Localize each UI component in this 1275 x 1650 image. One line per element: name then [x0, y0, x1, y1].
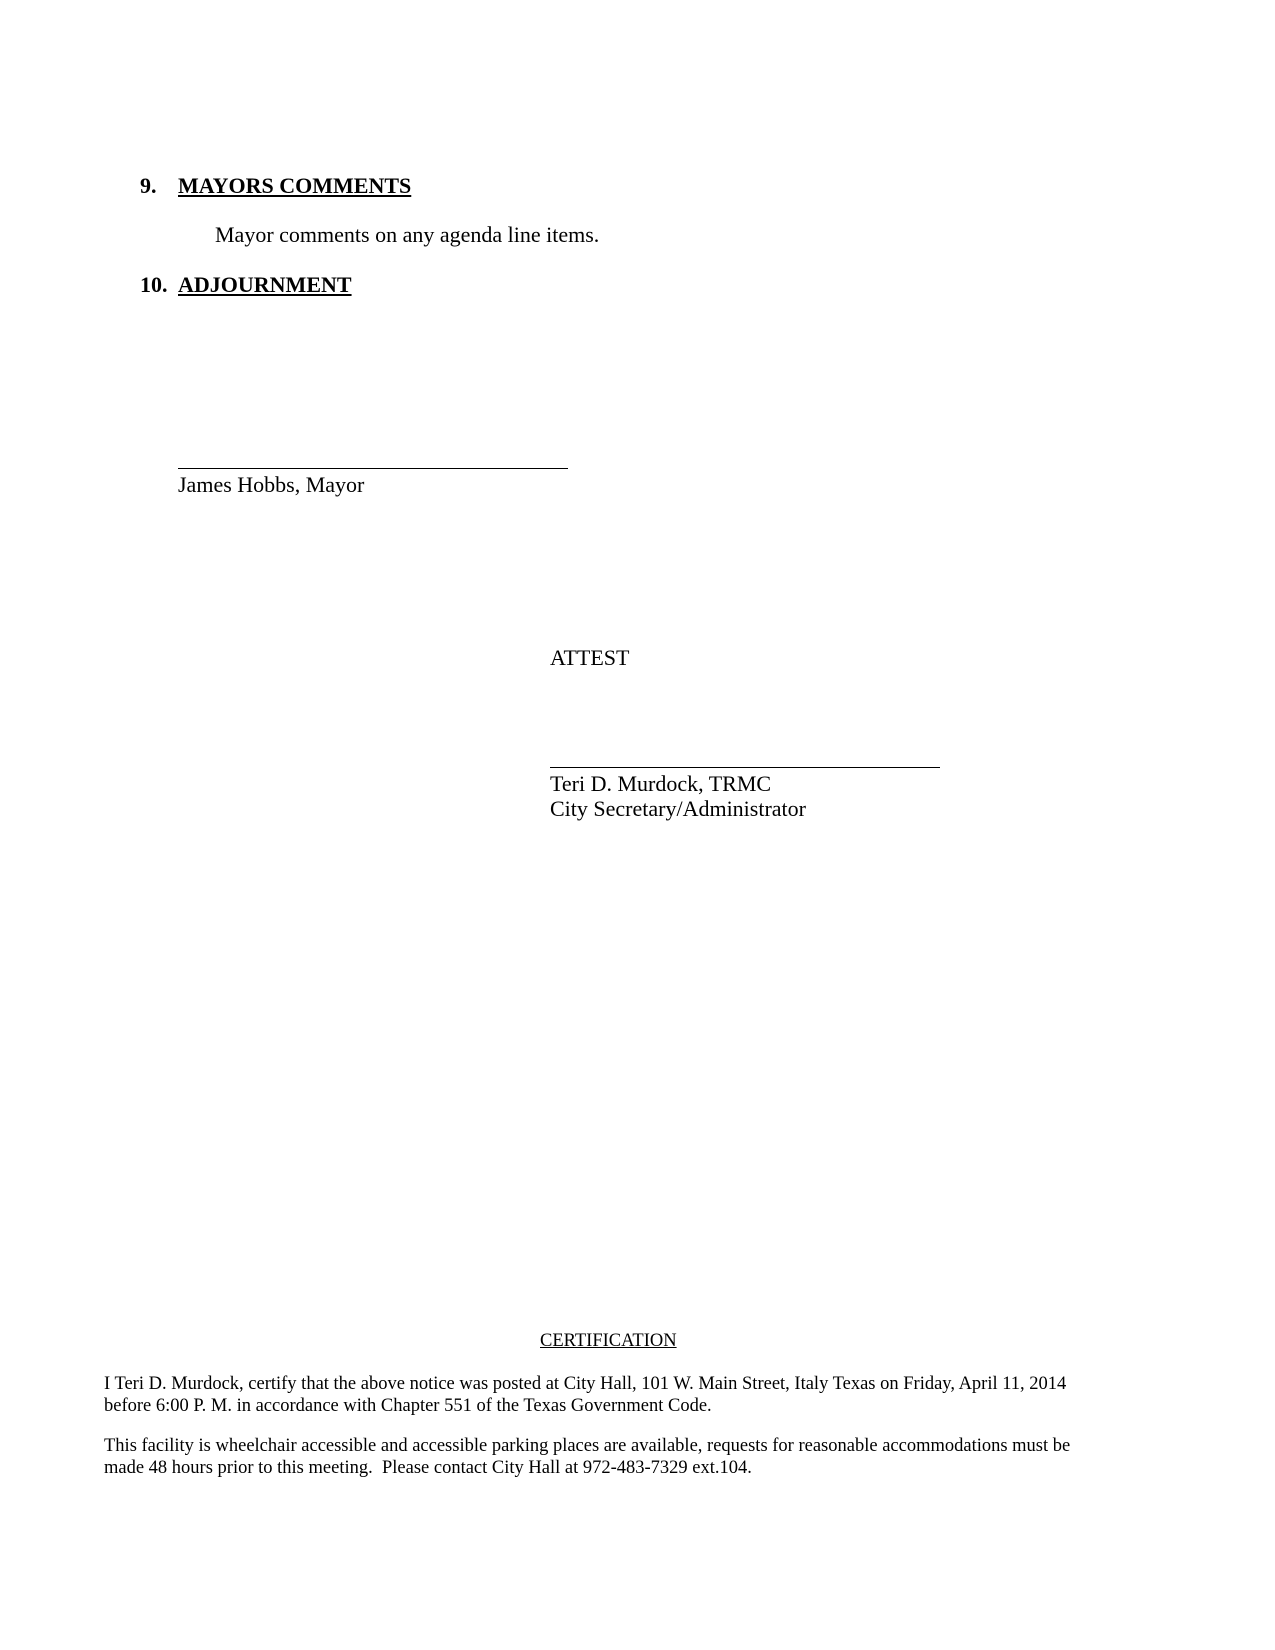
certification-title: CERTIFICATION: [540, 1331, 677, 1351]
section-10-number: 10.: [140, 272, 168, 297]
section-9-body: Mayor comments on any agenda line items.: [215, 222, 600, 247]
attest-label: ATTEST: [550, 645, 630, 670]
mayor-signature-line: [178, 468, 568, 469]
certification-paragraph-1-line-1: I Teri D. Murdock, certify that the above notice was posted at City Hall, 101 W. Main Street, Italy Texas on Friday, April 11, 2014: [104, 1374, 1067, 1394]
certification-paragraph-1-line-2: before 6:00 P. M. in accordance with Chapter 551 of the Texas Government Code.: [104, 1396, 712, 1416]
accessibility-paragraph-line-1: This facility is wheelchair accessible and accessible parking places are available, requests for reasonable accommodations must be: [104, 1436, 1071, 1456]
section-10-title: ADJOURNMENT: [178, 272, 352, 297]
accessibility-paragraph-line-2: made 48 hours prior to this meeting. Please contact City Hall at 972-483-7329 ext.104.: [104, 1458, 752, 1478]
mayor-signature-name: James Hobbs, Mayor: [178, 472, 365, 497]
attest-name: Teri D. Murdock, TRMC: [550, 771, 772, 796]
section-9-number: 9.: [140, 173, 157, 198]
accessibility-paragraph: [104, 1435, 1204, 1479]
certification-paragraph-1: [104, 1373, 1204, 1417]
attest-signature-line: [550, 767, 940, 768]
attest-title: City Secretary/Administrator: [550, 796, 806, 821]
section-9-title: MAYORS COMMENTS: [178, 173, 412, 198]
